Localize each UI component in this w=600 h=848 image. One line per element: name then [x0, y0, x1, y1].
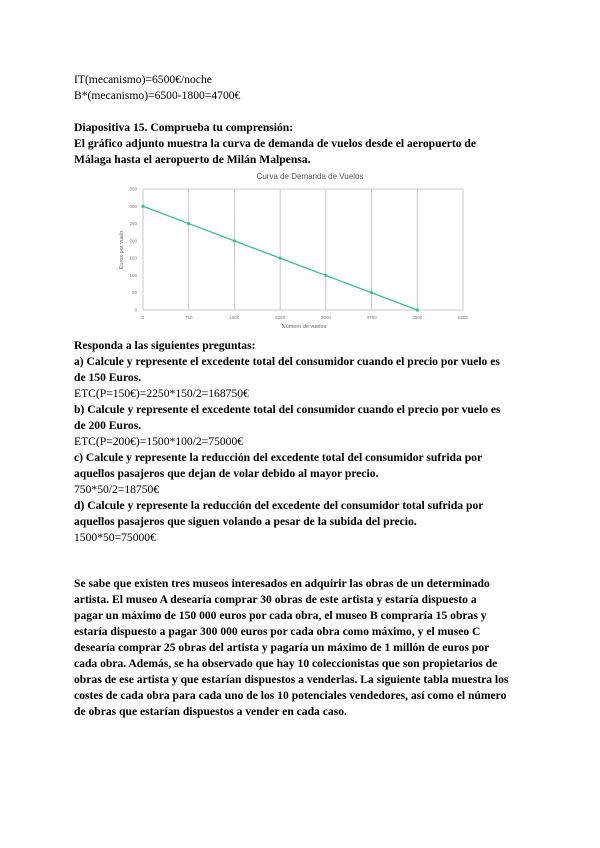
y-tick-label: 50 [131, 290, 137, 296]
paragraph-line-9: de obras que estarían dispuestos a vender en cada caso. [74, 705, 347, 718]
y-tick-label: 200 [129, 238, 137, 244]
data-point [370, 291, 373, 294]
x-tick-label: 3750 [366, 315, 377, 320]
question-a-1: a) Calcule y represente el excedente total del consumidor cuando el precio por vuelo es [74, 355, 500, 368]
intro-line-2: Málaga hasta el aeropuerto de Milán Malpensa. [74, 153, 311, 166]
x-tick-label: 3000 [320, 315, 331, 320]
question-b-1: b) Calcule y represente el excedente total del consumidor cuando el precio por vuelo es [74, 403, 501, 416]
x-tick-label: 2250 [275, 315, 286, 320]
answer-a: ETC(P=150€)=2250*150/2=168750€ [74, 387, 249, 400]
question-b-2: de 200 Euros. [74, 419, 142, 432]
data-point [416, 308, 419, 311]
paragraph-line-5: desearía comprar 25 obras del artista y pagaría un máximo de 1 millón de euros por [74, 641, 490, 654]
question-c-2: aquellos pasajeros que dejan de volar debido al mayor precio. [74, 467, 379, 480]
x-tick-label: 0 [141, 315, 145, 320]
x-tick-label: 750 [184, 315, 193, 320]
question-c-1: c) Calcule y represente la reducción del excedente total del consumidor sufrida por [74, 451, 483, 464]
data-point [279, 257, 282, 260]
y-tick-label: 100 [129, 272, 137, 278]
answer-d: 1500*50=75000€ [74, 531, 156, 544]
data-point [233, 239, 236, 242]
paragraph-line-1: Se sabe que existen tres museos interesados en adquirir las obras de un determinado [74, 577, 490, 590]
demand-chart [114, 168, 474, 332]
question-a-2: de 150 Euros. [74, 371, 142, 384]
paragraph-line-7: obras de ese artista y que estarían dispuestos a venderlas. La siguiente tabla muestra los [74, 673, 509, 686]
y-tick-label: 350 [129, 186, 137, 192]
chart-title: Curva de Demanda de Vuelos [256, 172, 364, 181]
answer-b: ETC(P=200€)=1500*100/2=75000€ [74, 435, 244, 448]
paragraph-line-2: artista. El museo A desearía comprar 30 obras de este artista y estaría dispuesto a [74, 593, 477, 606]
questions-heading: Responda a las siguientes preguntas: [74, 339, 256, 352]
chart-grid [143, 189, 463, 310]
intro-line-1: El gráfico adjunto muestra la curva de demanda de vuelos desde el aeropuerto de [74, 137, 477, 150]
y-tick-label: 150 [129, 255, 137, 261]
line-it: IT(mecanismo)=6500€/noche [74, 73, 212, 86]
data-point [141, 205, 144, 208]
y-tick-label: 0 [134, 307, 137, 313]
x-axis-label: Número de vuelos [281, 324, 327, 330]
data-point [324, 274, 327, 277]
slide-heading: Diapositiva 15. Comprueba tu comprensión: [74, 121, 294, 134]
x-tick-label: 4500 [412, 315, 423, 320]
y-axis-label: Euros por vuelo [119, 230, 125, 270]
answer-c: 750*50/2=18750€ [74, 483, 160, 496]
line-b: B*(mecanismo)=6500-1800=4700€ [74, 89, 241, 102]
plot-frame [143, 189, 463, 310]
x-tick-label: 1500 [229, 315, 240, 320]
paragraph-line-4: estaría dispuesto a pagar 300 000 euros por cada obra como máximo, y el museo C [74, 625, 481, 638]
question-d-2: aquellos pasajeros que siguen volando a pesar de la subida del precio. [74, 515, 417, 528]
y-tick-label: 250 [129, 221, 137, 227]
x-tick-label: 5250 [457, 315, 469, 320]
paragraph-line-6: cada obra. Además, se ha observado que hay 10 coleccionistas que son propietarios de [74, 657, 498, 670]
y-tick-label: 300 [129, 203, 137, 209]
question-d-1: d) Calcule y represente la reducción del excedente del consumidor total sufrida por [74, 499, 484, 512]
paragraph-line-3: pagar un máximo de 150 000 euros por cada obra, el museo B compraría 15 obras y [74, 609, 487, 622]
data-point [187, 222, 190, 225]
paragraph-line-8: costes de cada obra para cada uno de los 10 potenciales vendedores, así como el número [74, 689, 507, 702]
